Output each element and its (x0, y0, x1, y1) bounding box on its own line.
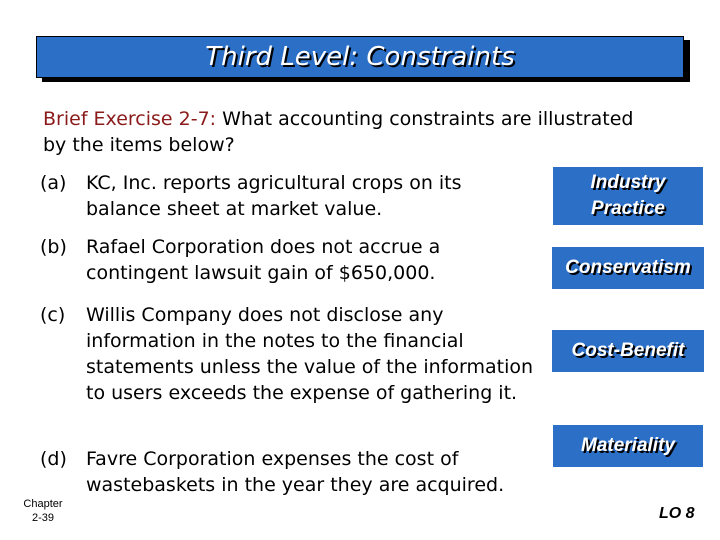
item-letter: (d) (40, 448, 67, 470)
answer-materiality[interactable] (553, 425, 703, 467)
item-d (40, 446, 546, 498)
item-c (40, 302, 548, 406)
answer-label: Industry Practice (590, 172, 666, 219)
learning-objective: LO 8 (659, 505, 695, 522)
chapter-page: 2-39 (31, 512, 55, 524)
item-a (40, 170, 516, 222)
answer-cost-benefit[interactable] (552, 330, 704, 372)
item-text: Rafael Corporation does not accrue a contingent lawsuit gain of $650,000. (86, 236, 441, 284)
item-letter: (b) (40, 236, 67, 258)
title-banner (36, 36, 684, 78)
item-b (40, 234, 486, 286)
chapter-label: Chapter (23, 498, 63, 510)
item-text: Willis Company does not disclose any information in the notes to the financial statements unless the value of the information to users exceeds the expense of gathering it. (86, 304, 534, 404)
answer-label: Materiality (581, 435, 675, 456)
answer-label: Cost-Benefit (571, 340, 685, 361)
item-text: KC, Inc. reports agricultural crops on its balance sheet at market value. (86, 172, 462, 220)
chapter-marker (18, 497, 68, 525)
exercise-label: Brief Exercise 2-7: (43, 108, 217, 130)
exercise-prompt (43, 106, 643, 158)
answer-conservatism[interactable] (552, 247, 704, 289)
item-letter: (c) (40, 304, 66, 326)
answer-label: Conservatism (565, 257, 691, 278)
answer-industry-practice[interactable] (553, 167, 703, 225)
slide-title: Third Level: Constraints (205, 42, 515, 72)
item-letter: (a) (40, 172, 67, 194)
exercise-question: What accounting constraints are illustrated by the items below? (43, 108, 634, 156)
item-text: Favre Corporation expenses the cost of wastebaskets in the year they are acquired. (86, 448, 505, 496)
